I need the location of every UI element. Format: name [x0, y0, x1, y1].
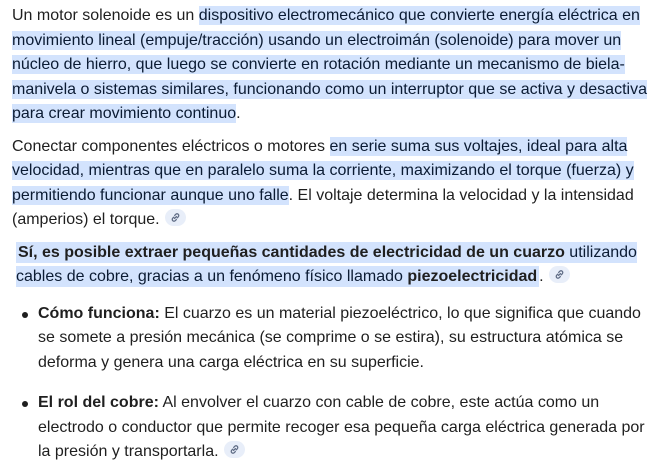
list-item-text: Al envolver el cuarzo con cable de cobre, este actúa como un electrodo o conductor que permite recoger esa pequeña carga eléctrica generada por la presión y transportarla.: [38, 394, 645, 460]
list-item: [12, 391, 654, 465]
source-link-button[interactable]: [224, 441, 245, 458]
highlighted-answer[interactable]: en serie suma sus voltajes, ideal para alta velocidad, mientras que en paralelo suma la corriente, maximizando el torque (fuerza) y permitiendo funcionar aunque uno falle: [12, 137, 634, 204]
bullet-list: [12, 302, 654, 465]
link-icon: [170, 212, 181, 223]
paragraph-tail: .: [236, 105, 241, 122]
list-item-label: Cómo funciona:: [38, 304, 160, 322]
paragraph-mid: utilizando cables de cobre, gracias a un fenómeno físico llamado: [16, 243, 637, 285]
paragraph-tail: .: [539, 268, 544, 285]
link-icon: [229, 444, 240, 455]
bullet-icon: [22, 312, 28, 318]
highlighted-answer[interactable]: dispositivo electromecánico que convierte energía eléctrica en movimiento lineal (empuje/tracción) usando un electroimán (solenoide) para mover un núcleo de hierro, que luego se convierte en rotación mediante un mecanismo de biela-manivela o sistemas similares, funcionando como un interruptor que se activa y desactiva para crear movimiento continuo: [12, 7, 647, 122]
paragraph-tail: . El voltaje determina la velocidad y la intensidad (amperios) el torque.: [12, 186, 634, 228]
bold-claim: Sí, es posible extraer pequeñas cantidades de electricidad de un cuarzo: [18, 243, 565, 261]
list-item-text: El cuarzo es un material piezoeléctrico, lo que significa que cuando se somete a presión mecánica (se comprime o se estira), su estructura atómica se deforma y genera una carga eléctrica en su superficie.: [38, 304, 641, 371]
source-link-button[interactable]: [549, 266, 570, 283]
bullet-icon: [22, 401, 28, 407]
list-item: [12, 302, 654, 376]
bold-term: piezoelectricidad: [407, 268, 538, 285]
paragraph-solenoid: [12, 4, 654, 127]
paragraph-lead: Un motor solenoide es un: [12, 7, 195, 24]
source-link-button[interactable]: [165, 209, 186, 226]
paragraph-series-parallel: [12, 135, 654, 233]
paragraph-lead: Conectar componentes eléctricos o motores: [12, 137, 326, 155]
list-item-label: El rol del cobre:: [38, 394, 159, 411]
link-icon: [554, 269, 565, 280]
paragraph-quartz: [16, 241, 654, 290]
